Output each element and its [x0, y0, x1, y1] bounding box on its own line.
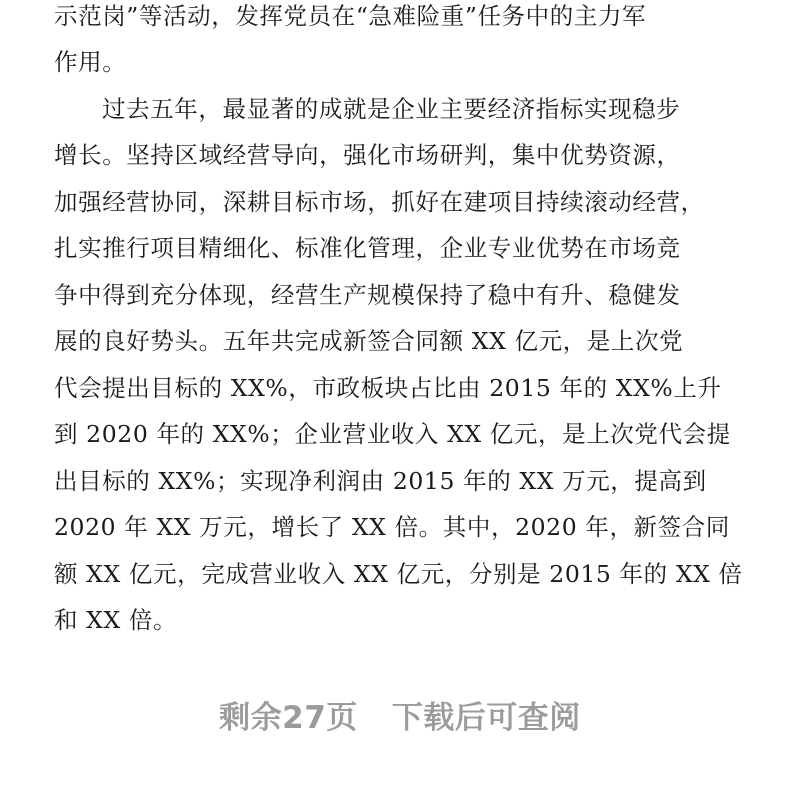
text-line: 示范岗”等活动，发挥党员在“急难险重”任务中的主力军 — [54, 2, 647, 30]
text-line: 额 XX 亿元，完成营业收入 XX 亿元，分别是 2015 年的 XX 倍 — [54, 559, 743, 588]
text-line: 和 XX 倍。 — [54, 606, 178, 634]
download-to-view-prompt[interactable] — [0, 692, 800, 744]
text-line: 展的良好势头。五年共完成新签合同额 XX 亿元，是上次党 — [54, 327, 684, 355]
text-line: 增长。坚持区域经营导向，强化市场研判，集中优势资源， — [54, 141, 681, 169]
paragraph-first-line: 过去五年，最显著的成就是企业主要经济指标实现稳步 — [102, 94, 681, 123]
download-prompt-label: 下载后可查阅 — [391, 700, 581, 736]
text-line: 代会提出目标的 XX%，市政板块占比由 2015 年的 XX%上升 — [54, 373, 722, 402]
text-line: 到 2020 年的 XX%；企业营业收入 XX 亿元，是上次党代会提 — [54, 420, 731, 448]
text-line: 作用。 — [54, 48, 127, 76]
remaining-pages-label: 剩余27页 — [219, 700, 358, 736]
text-line: 加强经营协同，深耕目标市场，抓好在建项目持续滚动经营， — [54, 187, 705, 216]
text-line: 争中得到充分体现，经营生产规模保持了稳中有升、稳健发 — [54, 280, 681, 309]
document-body — [54, 0, 746, 644]
text-line: 2020 年 XX 万元，增长了 XX 倍。其中，2020 年，新签合同 — [54, 513, 730, 541]
text-line: 扎实推行项目精细化、标准化管理，企业专业优势在市场竞 — [54, 234, 681, 262]
text-line: 出目标的 XX%；实现净利润由 2015 年的 XX 万元，提高到 — [54, 466, 707, 495]
